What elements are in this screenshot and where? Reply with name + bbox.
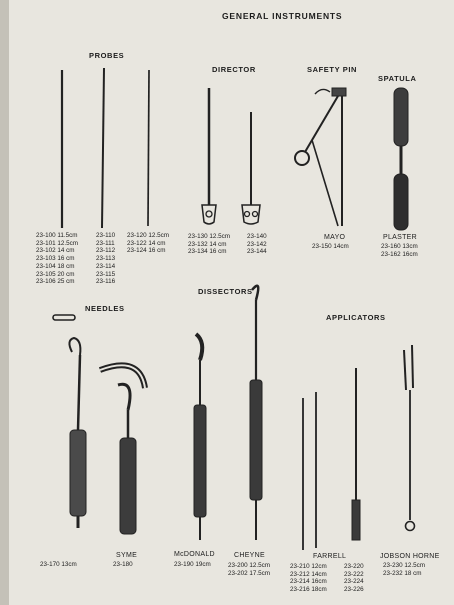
catalog-code: 23-103 16 cm: [36, 255, 75, 263]
page-title: GENERAL INSTRUMENTS: [222, 11, 343, 21]
spatula-illustration: [394, 88, 408, 230]
catalog-code: 23-102 14 cm: [36, 247, 75, 255]
probes-codes-col1: [36, 232, 78, 286]
catalog-code: 23-110: [96, 232, 116, 239]
jobson-horne-codes: [383, 562, 425, 577]
catalog-code: 23-214 16cm: [290, 578, 327, 586]
catalog-code: 23-106 25 cm: [36, 278, 75, 286]
syme-code: 23-180: [113, 561, 133, 568]
director-codes-col1: [188, 233, 230, 256]
catalog-code: 23-130 12.5cm: [188, 233, 231, 240]
applicators-heading: APPLICATORS: [326, 313, 386, 322]
catalog-code: 23-105 20 cm: [36, 270, 75, 278]
director-codes-col2: [247, 233, 267, 256]
catalog-code: 23-222: [344, 570, 364, 578]
catalog-code: 23-200 12.5cm: [228, 562, 271, 569]
catalog-code: 23-132 14 cm: [188, 240, 227, 248]
catalog-code: 23-160 13cm: [381, 243, 418, 250]
cheyne-caption: CHEYNE: [234, 552, 265, 559]
page-edge: [0, 0, 9, 605]
catalog-code: 23-115: [96, 270, 116, 278]
probes-heading: PROBES: [89, 51, 125, 60]
catalog-code: 23-112: [96, 247, 116, 255]
catalog-code: 23-210 12cm: [290, 563, 327, 570]
farrell-caption: FARRELL: [313, 553, 347, 560]
catalog-code: 23-101 12.5cm: [36, 239, 79, 247]
dissectors-illustration: [194, 286, 262, 540]
catalog-code: 23-100 11.5cm: [36, 232, 78, 239]
cheyne-codes: [228, 562, 270, 577]
safety-pin-illustration: [295, 88, 346, 226]
catalog-code: 23-104 18 cm: [36, 262, 75, 270]
dissectors-heading: DISSECTORS: [198, 287, 253, 296]
jobson-horne-caption: JOBSON HORNE: [380, 553, 440, 560]
catalog-code: 23-113: [96, 255, 116, 263]
catalog-code: 23-114: [96, 262, 116, 270]
mayo-code: 23-150 14cm: [312, 243, 349, 250]
probes-codes-col3: [127, 232, 169, 255]
catalog-code: 23-224: [344, 578, 364, 586]
farrell-codes-col1: [290, 563, 327, 594]
plaster-codes: [381, 243, 418, 258]
mayo-caption: MAYO: [324, 234, 346, 241]
catalog-code: 23-162 16cm: [381, 250, 418, 258]
catalog-code: 23-216 18cm: [290, 586, 327, 594]
needle-code: 23-170 13cm: [40, 561, 77, 568]
mcdonald-caption: McDONALD: [174, 551, 215, 558]
catalog-code: 23-134 16 cm: [188, 248, 227, 256]
catalog-code: 23-124 16 cm: [127, 247, 166, 255]
applicators-illustration: [303, 345, 415, 550]
director-illustration: [202, 88, 260, 224]
catalog-code: 23-212 14cm: [290, 570, 327, 578]
catalog-code: 23-144: [247, 248, 267, 256]
probes-codes-col2: [96, 232, 115, 286]
catalog-code: 23-116: [96, 278, 116, 286]
needles-illustration: [53, 315, 145, 534]
catalog-code: 23-202 17.5cm: [228, 569, 271, 577]
spatula-heading: SPATULA: [378, 74, 417, 83]
plaster-caption: PLASTER: [383, 234, 417, 241]
catalog-code: 23-142: [247, 240, 267, 248]
catalog-code: 23-140: [247, 233, 267, 240]
catalog-code: 23-122 14 cm: [127, 239, 166, 247]
catalog-code: 23-111: [96, 239, 115, 247]
probes-illustration: [62, 68, 149, 228]
catalog-code: 23-232 18 cm: [383, 569, 422, 577]
catalog-code: 23-220: [344, 563, 364, 570]
catalog-code: 23-120 12.5cm: [127, 232, 170, 239]
syme-caption: SYME: [116, 552, 138, 559]
director-heading: DIRECTOR: [212, 65, 256, 74]
farrell-codes-col2: [344, 563, 364, 594]
safety-pin-heading: SAFETY PIN: [307, 65, 358, 74]
mcdonald-code: 23-190 19cm: [174, 561, 211, 568]
needles-heading: NEEDLES: [85, 304, 125, 313]
catalog-code: 23-230 12.5cm: [383, 562, 426, 569]
catalog-code: 23-226: [344, 586, 364, 594]
